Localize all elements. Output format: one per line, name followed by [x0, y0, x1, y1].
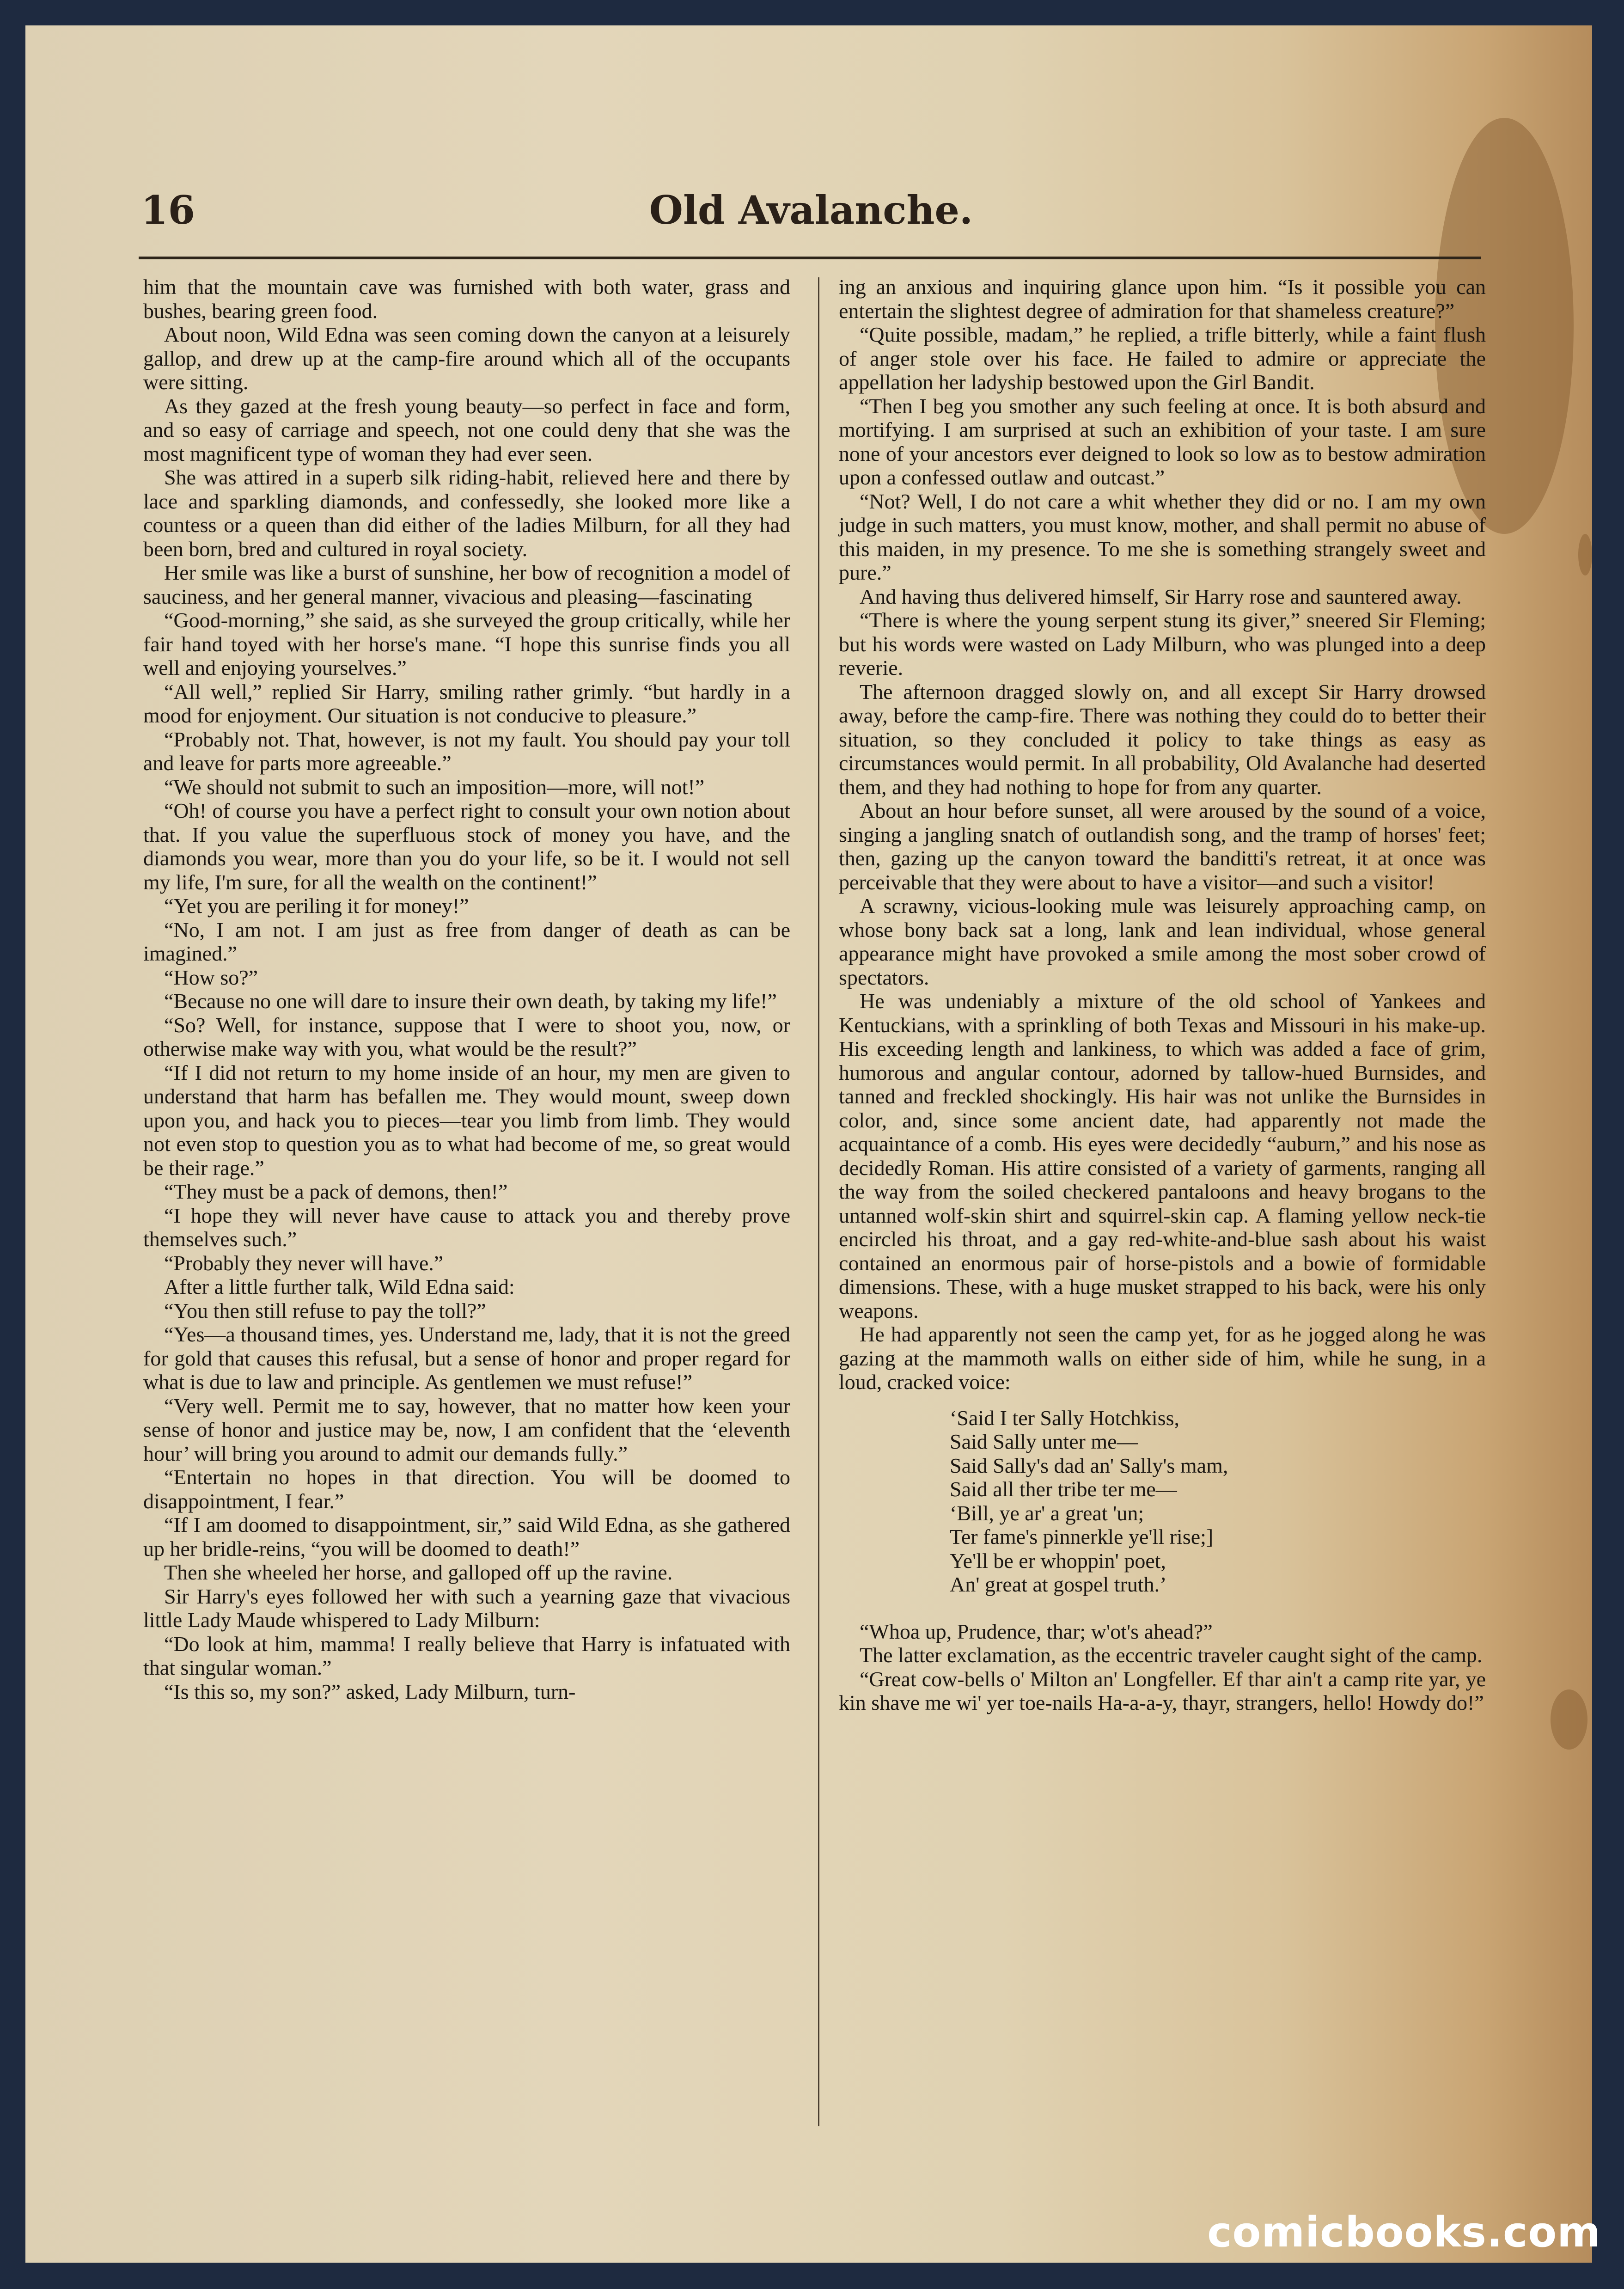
verse-line: Said Sally's dad an' Sally's mam,	[950, 1453, 1228, 1477]
watermark: comicbooks.com	[1207, 2208, 1601, 2257]
verse-line: Ter fame's pinnerkle ye'll rise;]	[950, 1525, 1214, 1548]
right-column	[839, 275, 1486, 1715]
paragraph: “Whoa up, Prudence, thar; w'ot's ahead?”	[860, 1619, 1213, 1643]
paragraph: “Entertain no hopes in that direction. You will be doomed to disappointment, I fear.”	[143, 1465, 790, 1513]
paragraph: He had apparently not seen the camp yet, for as he jogged along he was gazing at the mammoth walls on either side of him, while he sung, in a loud, cracked voice:	[839, 1322, 1486, 1394]
paragraph: “You then still refuse to pay the toll?”	[164, 1298, 486, 1322]
newspaper-page	[25, 25, 1592, 2263]
paragraph: “How so?”	[164, 965, 258, 989]
right-column-text	[839, 275, 1486, 1394]
paragraph: She was attired in a superb silk riding-habit, relieved here and there by lace and sparkling diamonds, and confessedly, she looked more like a countess or a queen than did either of the ladies Milburn, for all they had been born, bred and cultured in royal society.	[143, 465, 790, 561]
column-divider	[818, 277, 819, 2126]
paragraph: “Because no one will dare to insure their own death, by taking my life!”	[164, 989, 777, 1013]
paragraph: “Do look at him, mamma! I really believe that Harry is infatuated with that singular woman.”	[143, 1632, 790, 1679]
paper-stain	[1551, 1689, 1587, 1750]
paragraph: “Very well. Permit me to say, however, that no matter how keen your sense of honor and justice may be, now, I am confident that the ‘eleventh hour’ will bring you around to admit our demands fully.”	[143, 1394, 790, 1465]
paragraph: “Not? Well, I do not care a whit whether they did or no. I am my own judge in such matters, you must know, mother, and shall permit no abuse of this maiden, in my presence. To me she is something strangely sweet and pure.”	[839, 489, 1486, 584]
paragraph: “There is where the young serpent stung its giver,” sneered Sir Fleming; but his words were wasted on Lady Milburn, who was plunged into a deep reverie.	[839, 608, 1486, 679]
paragraph: About noon, Wild Edna was seen coming down the canyon at a leisurely gallop, and drew up at the camp-fire around which all of the occupants were sitting.	[143, 323, 790, 394]
paragraph: him that the mountain cave was furnished with both water, grass and bushes, bearing green food.	[143, 275, 790, 323]
paragraph: Her smile was like a burst of sunshine, her bow of recognition a model of sauciness, and her general manner, vivacious and pleasing—fascinating	[143, 561, 790, 608]
paragraph: “All well,” replied Sir Harry, smiling rather grimly. “but hardly in a mood for enjoyment. Our situation is not conducive to pleasure.”	[143, 679, 790, 727]
paragraph: “Probably not. That, however, is not my fault. You should pay your toll and leave for parts more agreeable.”	[143, 727, 790, 775]
paragraph: As they gazed at the fresh young beauty—so perfect in face and form, and so easy of carriage and speech, not one could deny that she was the most magnificent type of woman they had ever seen.	[143, 394, 790, 465]
verse-line: ‘Bill, ye ar' a great 'un;	[950, 1501, 1144, 1525]
paragraph: “Quite possible, madam,” he replied, a trifle bitterly, while a faint flush of anger stole over his face. He failed to admire or appreciate the appellation her ladyship bestowed upon the Girl Bandit.	[839, 323, 1486, 394]
paragraph: About an hour before sunset, all were aroused by the sound of a voice, singing a jangling snatch of outlandish song, and the tramp of horses' feet; then, gazing up the canyon toward the banditti's retreat, it at once was perceivable that they were about to have a visitor—and such a visitor!	[839, 799, 1486, 894]
verse-line: An' great at gospel truth.’	[950, 1573, 1167, 1596]
paragraph: “Oh! of course you have a perfect right to consult your own notion about that. If you value the superfluous stock of money you have, and the diamonds you wear, more than you do your life, so be it. I would not sell my life, I'm sure, for all the wealth on the continent!”	[143, 799, 790, 894]
left-column	[143, 275, 790, 1703]
paragraph: The afternoon dragged slowly on, and all except Sir Harry drowsed away, before the camp-fire. There was nothing they could do to better their situation, so they concluded it policy to take things as easy as circumstances would permit. In all probability, Old Avalanche had deserted them, and they had nothing to hope for from any quarter.	[839, 679, 1486, 799]
paragraph: Sir Harry's eyes followed her with such a yearning gaze that vivacious little Lady Maude whispered to Lady Milburn:	[143, 1584, 790, 1632]
song-verse	[950, 1406, 1486, 1597]
verse-line: ‘Said I ter Sally Hotchkiss,	[950, 1406, 1179, 1430]
paragraph: “We should not submit to such an imposition—more, will not!”	[164, 775, 705, 799]
verse-line: Said all ther tribe ter me—	[950, 1477, 1177, 1501]
paragraph: “Probably they never will have.”	[164, 1251, 444, 1275]
paragraph: ing an anxious and inquiring glance upon him. “Is it possible you can entertain the slightest degree of admiration for that shameless creature?”	[839, 275, 1486, 323]
paragraph: And having thus delivered himself, Sir Harry rose and sauntered away.	[860, 584, 1462, 608]
paragraph: “Yes—a thousand times, yes. Understand me, lady, that it is not the greed for gold that causes this refusal, but a sense of honor and proper regard for what is due to law and principle. As gentlemen we must refuse!”	[143, 1322, 790, 1394]
paragraph: “I hope they will never have cause to attack you and thereby prove themselves such.”	[143, 1203, 790, 1251]
paragraph: “Is this so, my son?” asked, Lady Milburn, turn-	[164, 1679, 576, 1703]
paragraph: “Good-morning,” she said, as she surveyed the group critically, while her fair hand toyed with her horse's mane. “I hope this sunrise finds you all well and enjoying yourselves.”	[143, 608, 790, 679]
paper-stain	[1578, 534, 1592, 575]
paragraph: “If I did not return to my home inside of an hour, my men are given to understand that harm has befallen me. They would mount, sweep down upon you, and hack you to pieces—tear you limb from limb. They would not even stop to question you as to what had become of me, so great would be their rage.”	[143, 1060, 790, 1180]
paragraph: “Yet you are periling it for money!”	[164, 894, 469, 918]
header-rule	[139, 257, 1481, 259]
paragraph: He was undeniably a mixture of the old school of Yankees and Kentuckians, with a sprinkling of both Texas and Missouri in his make-up. His exceeding length and lankiness, to which was added a face of grim, humorous and angular contour, adorned by tallow-hued Burnsides, and tanned and freckled shockingly. His hair was not unlike the Burnsides in color, and, since some ancient date, had apparently not made the acquaintance of a comb. His eyes were decidedly “auburn,” and his nose as decidedly Roman. His attire consisted of a variety of garments, ranging all the way from the soiled checkered pantaloons and heavy brogans to the untanned wolf-skin shirt and squirrel-skin cap. A flaming yellow neck-tie encircled his throat, and a gay red-white-and-blue sash about his waist contained an enormous pair of horse-pistols and a bowie of formidable dimensions. These, with a huge musket strapped to his back, were his only weapons.	[839, 989, 1486, 1322]
verse-line: Said Sally unter me—	[950, 1430, 1138, 1453]
paragraph: A scrawny, vicious-looking mule was leisurely approaching camp, on whose bony back sat a long, lank and lean individual, whose general appearance might have provoked a smile among the most sober crowd of spectators.	[839, 894, 1486, 989]
right-column-text-continued	[839, 1620, 1486, 1715]
page-header	[141, 187, 1481, 257]
paragraph: After a little further talk, Wild Edna said:	[164, 1275, 515, 1298]
paragraph: “If I am doomed to disappointment, sir,” said Wild Edna, as she gathered up her bridle-reins, “you will be doomed to death!”	[143, 1513, 790, 1561]
paragraph: “So? Well, for instance, suppose that I were to shoot you, now, or otherwise make way with you, what would be the result?”	[143, 1013, 790, 1060]
paragraph: “No, I am not. I am just as free from danger of death as can be imagined.”	[143, 918, 790, 965]
paragraph: “They must be a pack of demons, then!”	[164, 1180, 508, 1203]
running-title: Old Avalanche.	[649, 187, 973, 233]
verse-line: Ye'll be er whoppin' poet,	[950, 1548, 1166, 1573]
paragraph: “Then I beg you smother any such feeling at once. It is both absurd and mortifying. I am surprised at such an exhibition of your taste. I am sure none of your ancestors ever deigned to look so low as to bestow admiration upon a confessed outlaw and outcast.”	[839, 394, 1486, 489]
paragraph: Then she wheeled her horse, and galloped off up the ravine.	[164, 1561, 673, 1584]
paragraph: “Great cow-bells o' Milton an' Longfeller. Ef thar ain't a camp rite yar, ye kin shave me wi' yer toe-nails Ha-a-a-y, thayr, strangers, hello! Howdy do!”	[839, 1667, 1486, 1714]
page-number: 16	[141, 187, 195, 233]
paragraph: The latter exclamation, as the eccentric traveler caught sight of the camp.	[860, 1643, 1483, 1667]
